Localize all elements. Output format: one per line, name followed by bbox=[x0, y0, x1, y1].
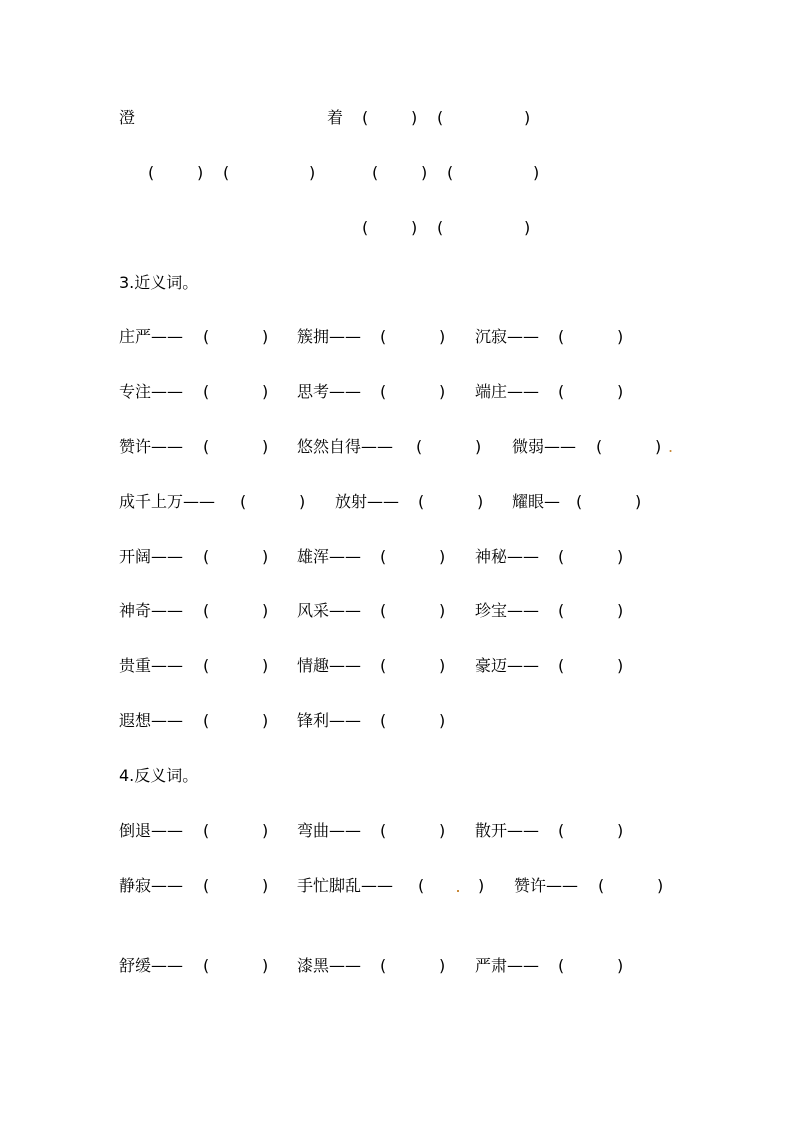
open-paren: ( bbox=[380, 821, 387, 840]
open-paren: ( bbox=[380, 711, 387, 730]
word: 雄浑—— bbox=[297, 547, 362, 566]
open-paren: ( bbox=[203, 656, 210, 675]
close-paren: ) bbox=[309, 163, 316, 182]
open-paren: ( bbox=[558, 601, 565, 620]
open-paren: ( bbox=[203, 437, 210, 456]
open-paren: ( bbox=[558, 956, 565, 975]
close-paren: ) bbox=[478, 876, 485, 895]
open-paren: ( bbox=[372, 163, 379, 182]
close-paren: ) bbox=[439, 821, 446, 840]
trailing-mark: . bbox=[668, 437, 674, 456]
word: 思考—— bbox=[297, 382, 362, 401]
close-paren: ) bbox=[262, 327, 269, 346]
word: 舒缓—— bbox=[119, 956, 184, 975]
open-paren: ( bbox=[380, 956, 387, 975]
close-paren: ) bbox=[262, 601, 269, 620]
close-paren: ) bbox=[421, 163, 428, 182]
close-paren: ) bbox=[262, 382, 269, 401]
close-paren: ) bbox=[635, 492, 642, 511]
open-paren: ( bbox=[380, 327, 387, 346]
section-4-title: 4.反义词。 bbox=[119, 766, 199, 785]
open-paren: ( bbox=[362, 108, 369, 127]
open-paren: ( bbox=[437, 218, 444, 237]
open-paren: ( bbox=[418, 492, 425, 511]
close-paren: ) bbox=[475, 437, 482, 456]
close-paren: ) bbox=[439, 327, 446, 346]
open-paren: ( bbox=[416, 437, 423, 456]
open-paren: ( bbox=[380, 601, 387, 620]
close-paren: ) bbox=[197, 163, 204, 182]
word: 簇拥—— bbox=[297, 327, 362, 346]
word: 赞许—— bbox=[119, 437, 184, 456]
word: 成千上万—— bbox=[119, 492, 216, 511]
word: 情趣—— bbox=[297, 656, 362, 675]
close-paren: ) bbox=[655, 437, 662, 456]
open-paren: ( bbox=[558, 656, 565, 675]
close-paren: ) bbox=[617, 956, 624, 975]
open-paren: ( bbox=[576, 492, 583, 511]
close-paren: ) bbox=[477, 492, 484, 511]
close-paren: ) bbox=[439, 656, 446, 675]
close-paren: ) bbox=[439, 601, 446, 620]
open-paren: ( bbox=[380, 547, 387, 566]
word: 锋利—— bbox=[297, 711, 362, 730]
char-zhe: 着 bbox=[327, 108, 344, 127]
word: 放射—— bbox=[335, 492, 400, 511]
open-paren: ( bbox=[203, 547, 210, 566]
word: 漆黑—— bbox=[297, 956, 362, 975]
close-paren: ) bbox=[524, 218, 531, 237]
word: 散开—— bbox=[475, 821, 540, 840]
open-paren: ( bbox=[380, 656, 387, 675]
close-paren: ) bbox=[617, 821, 624, 840]
char-cheng: 澄 bbox=[119, 108, 136, 127]
close-paren: ) bbox=[617, 327, 624, 346]
section-3-title: 3.近义词。 bbox=[119, 273, 199, 292]
close-paren: ) bbox=[262, 547, 269, 566]
open-paren: ( bbox=[148, 163, 155, 182]
open-paren: ( bbox=[558, 327, 565, 346]
open-paren: ( bbox=[203, 711, 210, 730]
word: 神秘—— bbox=[475, 547, 540, 566]
open-paren: ( bbox=[380, 382, 387, 401]
word: 风采—— bbox=[297, 601, 362, 620]
word: 端庄—— bbox=[475, 382, 540, 401]
close-paren: ) bbox=[439, 382, 446, 401]
close-paren: ) bbox=[411, 108, 418, 127]
word: 沉寂—— bbox=[475, 327, 540, 346]
word: 耀眼— bbox=[512, 492, 561, 511]
open-paren: ( bbox=[203, 821, 210, 840]
stray-dot bbox=[457, 890, 459, 892]
word: 豪迈—— bbox=[475, 656, 540, 675]
open-paren: ( bbox=[598, 876, 605, 895]
close-paren: ) bbox=[617, 601, 624, 620]
word: 专注—— bbox=[119, 382, 184, 401]
open-paren: ( bbox=[203, 956, 210, 975]
word: 手忙脚乱—— bbox=[297, 876, 394, 895]
word: 严肃—— bbox=[475, 956, 540, 975]
word: 倒退—— bbox=[119, 821, 184, 840]
word: 珍宝—— bbox=[475, 601, 540, 620]
word: 庄严—— bbox=[119, 327, 184, 346]
close-paren: ) bbox=[617, 382, 624, 401]
open-paren: ( bbox=[558, 382, 565, 401]
close-paren: ) bbox=[262, 656, 269, 675]
word: 微弱—— bbox=[512, 437, 577, 456]
open-paren: ( bbox=[203, 876, 210, 895]
close-paren: ) bbox=[262, 876, 269, 895]
word: 静寂—— bbox=[119, 876, 184, 895]
open-paren: ( bbox=[437, 108, 444, 127]
open-paren: ( bbox=[447, 163, 454, 182]
close-paren: ) bbox=[439, 956, 446, 975]
close-paren: ) bbox=[299, 492, 306, 511]
open-paren: ( bbox=[596, 437, 603, 456]
open-paren: ( bbox=[558, 547, 565, 566]
open-paren: ( bbox=[223, 163, 230, 182]
open-paren: ( bbox=[418, 876, 425, 895]
close-paren: ) bbox=[262, 711, 269, 730]
open-paren: ( bbox=[203, 382, 210, 401]
close-paren: ) bbox=[411, 218, 418, 237]
close-paren: ) bbox=[524, 108, 531, 127]
open-paren: ( bbox=[203, 327, 210, 346]
open-paren: ( bbox=[558, 821, 565, 840]
word: 悠然自得—— bbox=[297, 437, 394, 456]
word: 赞许—— bbox=[514, 876, 579, 895]
open-paren: ( bbox=[240, 492, 247, 511]
close-paren: ) bbox=[533, 163, 540, 182]
close-paren: ) bbox=[657, 876, 664, 895]
close-paren: ) bbox=[617, 547, 624, 566]
word: 神奇—— bbox=[119, 601, 184, 620]
close-paren: ) bbox=[262, 437, 269, 456]
close-paren: ) bbox=[617, 656, 624, 675]
word: 弯曲—— bbox=[297, 821, 362, 840]
close-paren: ) bbox=[439, 711, 446, 730]
close-paren: ) bbox=[262, 821, 269, 840]
open-paren: ( bbox=[203, 601, 210, 620]
close-paren: ) bbox=[439, 547, 446, 566]
word: 开阔—— bbox=[119, 547, 184, 566]
word: 遐想—— bbox=[119, 711, 184, 730]
word: 贵重—— bbox=[119, 656, 184, 675]
open-paren: ( bbox=[362, 218, 369, 237]
close-paren: ) bbox=[262, 956, 269, 975]
